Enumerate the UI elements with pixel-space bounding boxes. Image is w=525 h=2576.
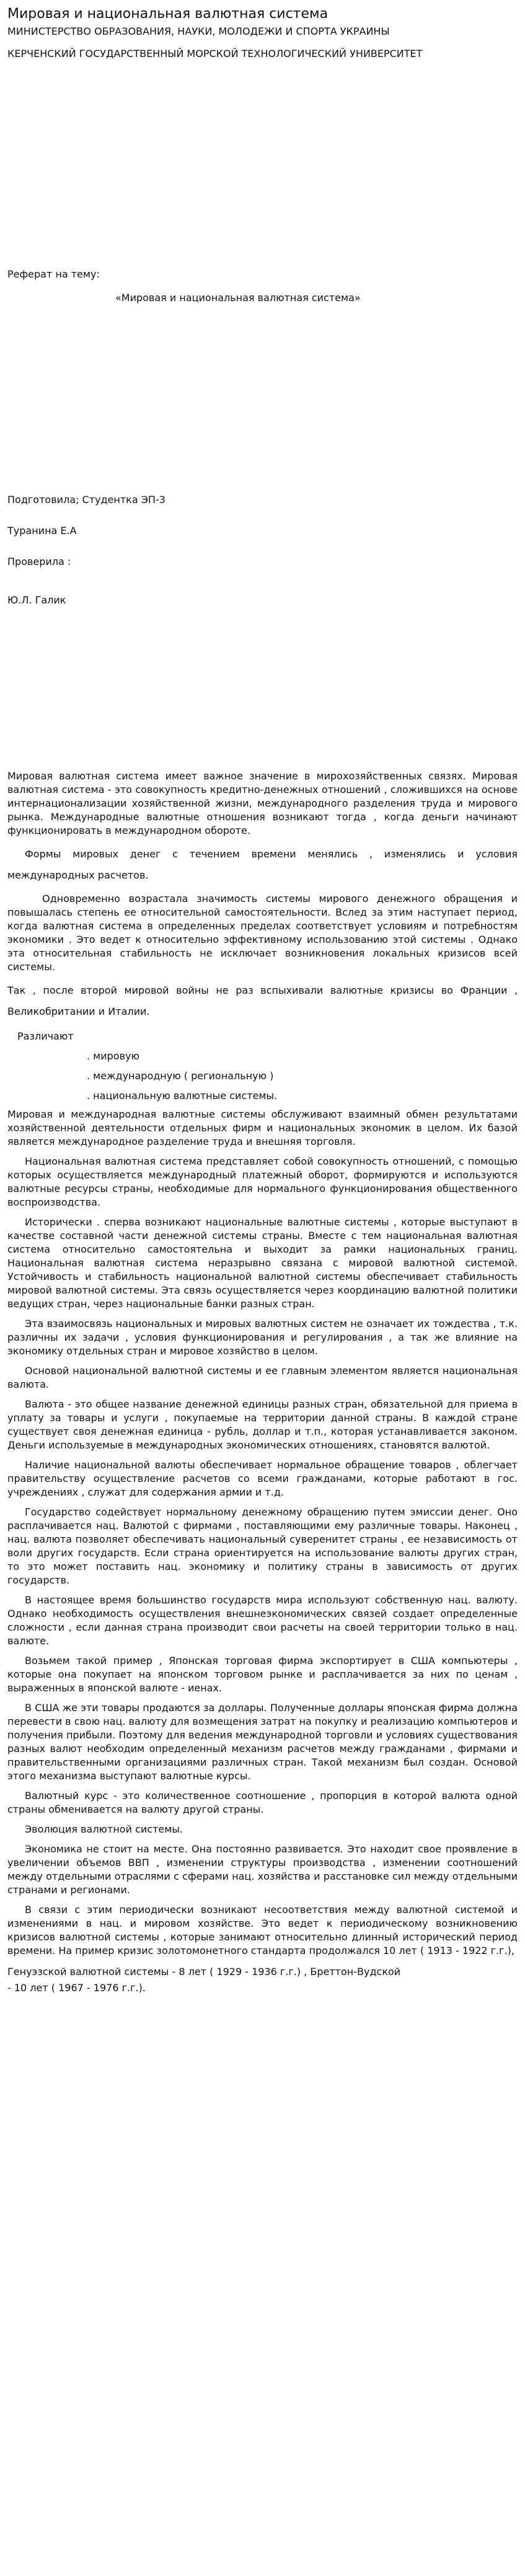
list-intro: Различают xyxy=(17,1030,74,1042)
list-item: . международную ( региональную ) xyxy=(87,1070,274,1082)
paragraph: Валютный курс - это количественное соотношение , пропорция в которой валюта одной страны обменивается на валюту другой страны. xyxy=(7,1790,518,1815)
paragraph: Так , после второй мировой войны не раз вспыхивали валютные кризисы во Франции , Великобритании и Италии. xyxy=(7,984,518,1017)
ministry-heading: МИНИСТЕРСТВО ОБРАЗОВАНИЯ, НАУКИ, МОЛОДЕЖИ И СПОРТА УКРАИНЫ xyxy=(7,25,390,37)
student-name: Туранина Е.А xyxy=(7,525,77,537)
university-heading: КЕРЧЕНСКИЙ ГОСУДАРСТВЕННЫЙ МОРСКОЙ ТЕХНОЛОГИЧЕСКИЙ УНИВЕРСИТЕТ xyxy=(7,48,423,59)
list-item: . мировую xyxy=(87,1050,139,1062)
section-heading: Эволюция валютной системы. xyxy=(25,1823,183,1835)
paragraph-line: Генуэзской валютной системы - 8 лет ( 1929 - 1936 г.г.) , Бреттон-Вудской xyxy=(7,1966,401,1978)
paragraph: В США же эти товары продаются за доллары. Полученные доллары японская фирма должна перевести в свою нац. валюту для возмещения затрат на покупку и реализацию компьютеров и получения прибыли. Поэтому для ведения международной торговли и условиях существования разных валют необходим определенный механизм расчетов между гражданами , фирмами и правительственными организациями различных стран. Такой механизм был создан. Основой этого механизма выступают валютные курсы. xyxy=(7,1702,518,1782)
paragraph: Исторически . сперва возникают национальные валютные системы , которые выступают в качестве составной части денежной системы страны. Вместе с тем национальная валютная система относительно самостоятельна и выходит за рамки национальных границ. Национальная валютная система неразрывно связана с мировой валютной системой. Устойчивость и стабильность национальной валютной системы обеспечивает стабильность мировой валютной системы. Эта связь осуществляется через координацию валютной политики ведущих стран, через национальные банки разных стран. xyxy=(7,1216,518,1310)
paragraph: Валюта - это общее название денежной единицы разных стран, обязательной для приема в уплату за товары и услуги , покупаемые на территории данной страны. В каждой стране существует своя денежная единица - рубль, доллар и т.п., которая устанавливается законом. Деньги используемые в международных экономических отношениях, становятся валютой. xyxy=(7,1398,518,1451)
paragraph: Одновременно возрастала значимость системы мирового денежного обращения и повышалась степень ее относительной самостоятельности. Вслед за этим наступает период, когда валютная система в определенных пределах соответствует условиям и потребностям экономики . Это ведет к относительно эффективному использованию этой системы . Однако эта относительная стабильность не исключает возникновения локальных кризисов всей системы. xyxy=(7,893,518,973)
paragraph: Эта взаимосвязь национальных и мировых валютных систем не означает их тождества , т.к. различны их задачи , условия функционирования и регулирования , а так же влияние на экономику отдельных стран и мировое хозяйство в целом. xyxy=(7,1318,518,1357)
document-title: Мировая и национальная валютная система xyxy=(7,6,329,22)
essay-label: Реферат на тему: xyxy=(7,268,100,280)
paragraph: Возьмем такой пример , Японская торговая фирма экспортирует в США компьютеры , которые она покупает на японском торговом рынке и расплачивается за них по ценам , выраженных в японской валюте - иенах. xyxy=(7,1655,518,1694)
paragraph: Экономика не стоит на месте. Она постоянно развивается. Это находит свое проявление в увеличении объемов ВВП , изменении структуры производства , изменении соотношений между отдельными отраслями с сферами нац. хозяйства и расстановке сил между отдельными странами и регионами. xyxy=(7,1843,518,1896)
paragraph: Формы мировых денег с течением времени менялись , изменялись и условия международных расчетов. xyxy=(7,848,518,881)
teacher-name: Ю.Л. Галик xyxy=(7,594,66,606)
essay-body xyxy=(0,769,525,1996)
paragraph: Мировая и международная валютные системы обслуживают взаимный обмен результатами хозяйственной деятельности отдельных фирм и национальных экономик в целом. Их базой является международное разделение труда и внешняя торговля. xyxy=(7,1108,518,1147)
paragraph: Государство содействует нормальному денежному обращению путем эмиссии денег. Оно расплачивается нац. Валютой с фирмами , поставляющими ему различные товары. Наконец , нац. валюта позволяет обеспечивать национальный суверенитет страны , ее независимость от воли других государств. Если страна ориентируется на использование валюты других стран, то это может поставить нац. экономику и политику страны в зависимость от других государств. xyxy=(7,1506,518,1586)
paragraph: В настоящее время большинство государств мира используют собственную нац. валюту. Однако необходимость осуществления внешнеэкономических связей создает определенные сложности , если данная страна производит свои расчеты на своей территории только в нац. валюте. xyxy=(7,1594,518,1647)
paragraph: Основой национальной валютной системы и ее главным элементом является национальная валюта. xyxy=(7,1365,518,1390)
essay-topic: «Мировая и национальная валютная система» xyxy=(115,292,361,304)
paragraph-line: - 10 лет ( 1967 - 1976 г.г.). xyxy=(7,1982,146,1994)
prepared-by: Подготовила; Студентка ЭП-3 xyxy=(7,494,165,506)
paragraph: В связи с этим периодически возникают несоответствия между валютной системой и изменениями в нац. и мировом хозяйстве. Это ведет к периодическому возникновению кризисов валютной системы , которые занимают относительно длинный исторический период времени. На пример кризис золотомонетного стандарта продолжался 10 лет ( 1913 - 1922 г.г.), xyxy=(7,1904,518,1956)
paragraph: Национальная валютная система представляет собой совокупность отношений, с помощью которых осуществляется международный платежный оборот, формируются и используются валютные ресурсы страны, необходимые для нормального функционирования общественного воспроизводства. xyxy=(7,1155,518,1208)
list-item: . национальную валютные системы. xyxy=(87,1090,278,1102)
paragraph: Наличие национальной валюты обеспечивает нормальное обращение товаров , облегчает правительству осуществление расчетов со всеми гражданами, которые работают в гос. учреждениях , служат для содержания армии и т.д. xyxy=(7,1459,518,1498)
paragraph: Мировая валютная система имеет важное значение в мирохозяйственных связях. Мировая валютная система - это совокупность кредитно-денежных отношений , сложившихся на основе интернационализации хозяйственной жизни, международного разделения труда и мирового рынка. Международные валютные отношения возникают тогда , когда деньги начинают функционировать в международном обороте. xyxy=(7,770,518,836)
checked-by: Проверила : xyxy=(7,556,71,567)
